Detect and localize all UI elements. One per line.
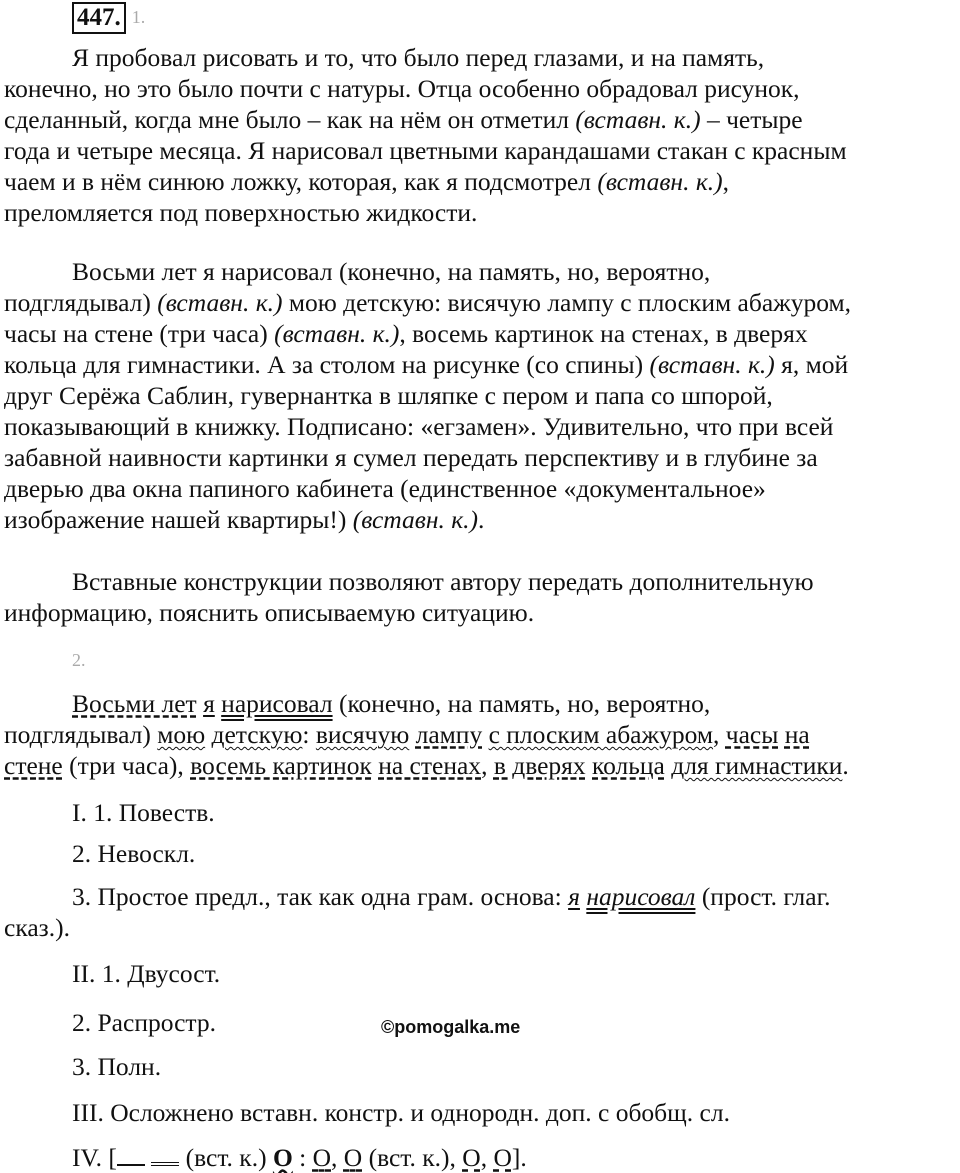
watermark: ©pomogalka.me (381, 1017, 521, 1037)
part-2-label: 2. (72, 650, 86, 670)
analysis-i3: 3. Простое предл., так как одна грам. основа: я нарисовал (прост. глаг. сказ.). (4, 882, 831, 942)
analysis-i2: 2. Невоскл. (72, 839, 196, 868)
paragraph-3: Вставные конструкции позволяют автору передать дополнительную информацию, пояснить описываемую ситуацию. (4, 567, 814, 627)
paragraph-2: Восьми лет я нарисовал (конечно, на память, но, вероятно, подглядывал) (вставн. к.) мою детскую: висячую лампу с плоским абажуром, часы на стене (три часа) (вставн. к.), восемь картинок на стенах, в дверях кольца для гимнастики. А за столом на рисунке (со спины) (вставн. к.) я, мой друг Серёжа Саблин, гувернантка в шляпке с пером и папа со шпорой, показывающий в книжку. Подписано: «егзамен». Удивительно, что при всей забавной наивности картинки я сумел передать перспективу и в глубине за дверью два окна папиного кабинета (единственное «документальное» изображение нашей квартиры!) (вставн. к.). (4, 257, 852, 534)
analysis-iii: III. Осложнено вставн. констр. и однородн. доп. с обобщ. сл. (72, 1098, 730, 1127)
predicate-blank (151, 1142, 179, 1166)
analysis-i1: I. 1. Повеств. (72, 798, 215, 827)
exercise-header (72, 2, 145, 36)
analysis-ii1: II. 1. Двусост. (72, 959, 221, 988)
paragraph-1: Я пробовал рисовать и то, что было перед глазами, и на память, конечно, но это было почти с натуры. Отца особенно обрадовал рисунок, сделанный, когда мне было – как на нём он отметил (вставн. к.) – четыре года и четыре месяца. Я нарисовал цветными карандашами стакан с красным чаем и в нём синюю ложку, которая, как я подсмотрел (вставн. к.), преломляется под поверхностью жидкости. (4, 43, 847, 227)
analysis-ii2: 2. Распростр. (72, 1008, 216, 1037)
parsed-sentence: Восьми лет я нарисовал (конечно, на память, но, вероятно, подглядывал) мою детскую: висячую лампу с плоским абажуром, часы на стене (три часа), восемь картинок на стенах, в дверях кольца для гимнастики. (4, 689, 849, 780)
exercise-number: 447. (72, 2, 126, 34)
analysis-ii3: 3. Полн. (72, 1052, 162, 1081)
sentence-scheme: IV. [ (вст. к.) О : О, О (вст. к.), О, О]. (72, 1143, 527, 1172)
subject-blank (117, 1142, 145, 1166)
part-1-label: 1. (131, 7, 146, 27)
